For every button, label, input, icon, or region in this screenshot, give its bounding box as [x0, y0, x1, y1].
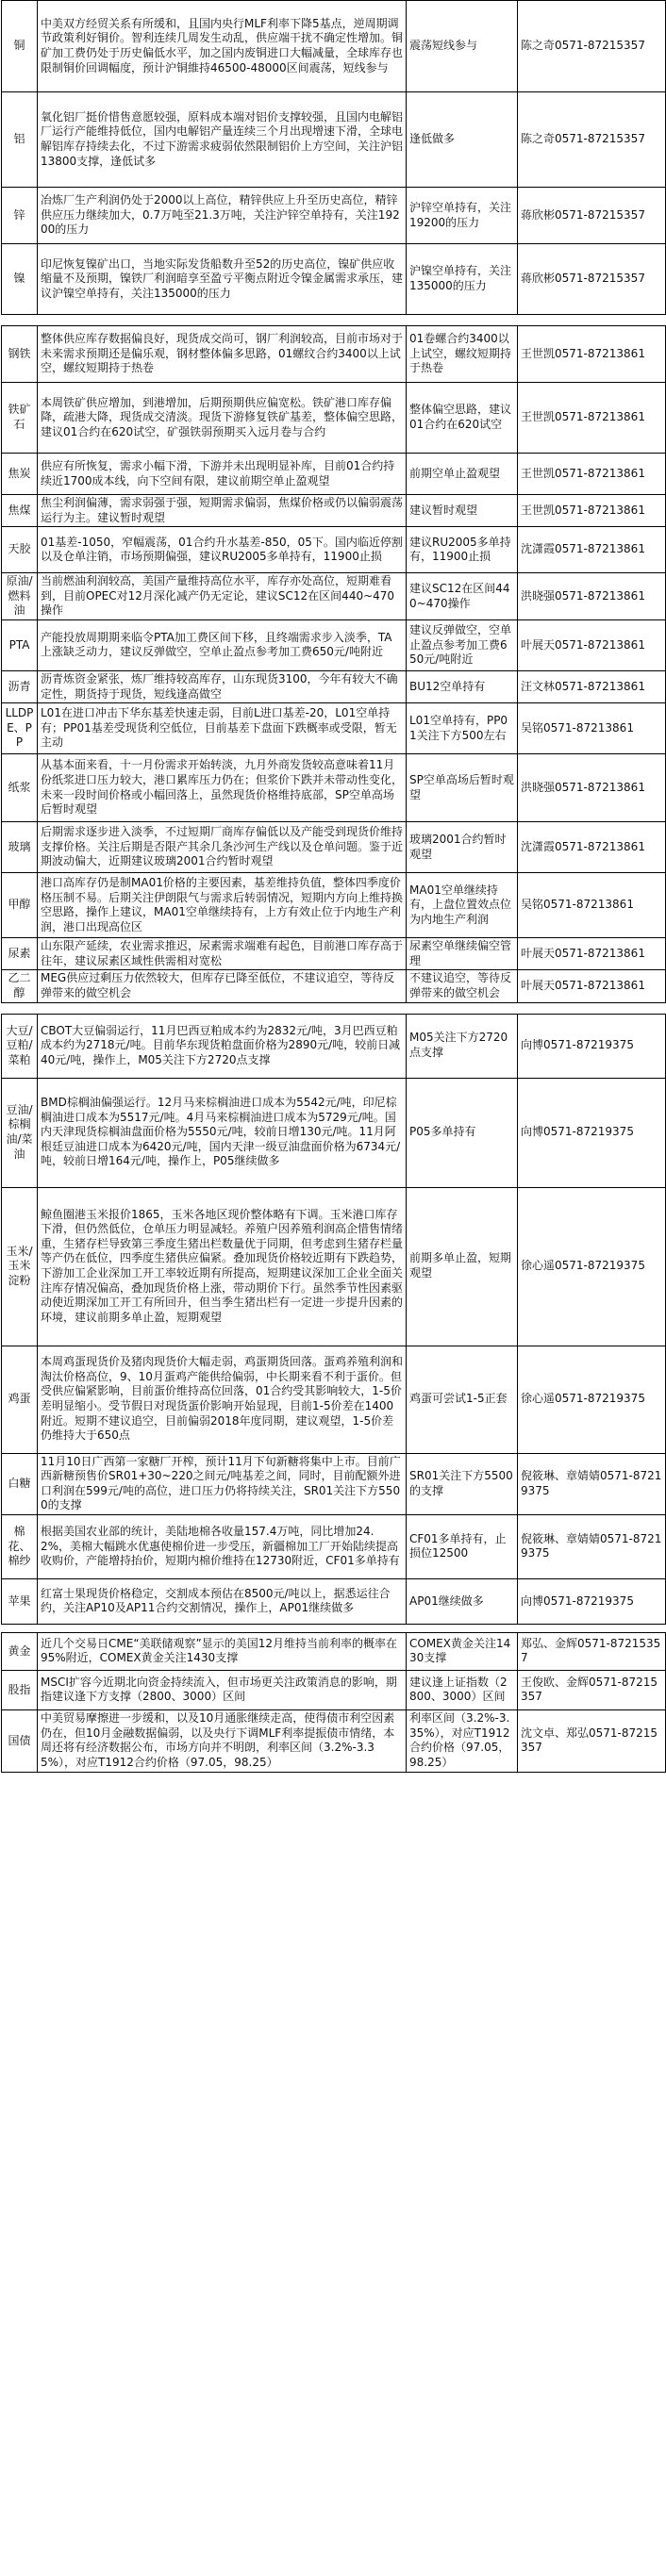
- contact-cell: 王世凯0571-87213861: [518, 495, 666, 527]
- commodity-name-cell: 焦煤: [2, 495, 38, 527]
- analysis-cell: MEG供应过剩压力依然较大，但库存已降至低位，不建议追空，等待反弹带来的做空机会: [38, 970, 407, 1002]
- table-row: [2, 454, 666, 495]
- suggestion-cell: L01空单持有，PP01关注下方500左右: [407, 703, 518, 754]
- contact-cell: 叶展天0571-87213861: [518, 938, 666, 970]
- analysis-cell: 中美贸易摩擦进一步缓和，以及10月通胀继续走高，使得债市利空因素仍在，但10月金融数据偏弱，以及央行下调MLF利率提振债市情绪，本周还将有经济数据公布，市场方向并不明朗，利率区间（3.2%-3.35%），对应T1912合约价格（97.05，98.25）: [38, 1709, 407, 1772]
- contact-cell: 王世凯0571-87213861: [518, 454, 666, 495]
- analysis-cell: L01在进口冲击下华东基差快速走弱，目前L进口基差-20，L01空单持有；PP01基差受现货利空低位，目前基差下盘面下跌概率或受限，暂无主动: [38, 703, 407, 754]
- commodity-name-cell: 原油/燃料油: [2, 573, 38, 620]
- analysis-cell: 根据美国农业部的统计，美陆地棉各收量157.4万吨，同比增加24.2%，美棉大幅跳水优惠使棉价进一步受压，新疆棉加工厂开始陆续提高收购价，产能增持抬价，短期内棉价维持在12730附近，CF01多单持有: [38, 1514, 407, 1578]
- suggestion-cell: MA01空单继续持有，上盘位置效点位为内地生产利润: [407, 873, 518, 938]
- table-row: [2, 383, 666, 454]
- contact-cell: 陈之奇0571-87215357: [518, 1, 666, 92]
- commodity-name-cell: 铁矿石: [2, 383, 38, 454]
- table-row: [2, 1078, 666, 1187]
- analysis-cell: 鲸鱼圈港玉米报价1865，玉米各地区现价整体略有下调。玉米港口库存下滑，但仍然低位，仓单压力明显减轻。养殖户因养殖利润高企惜售情绪重，生猪存栏导致第三季度生猪出栏数量优于同期，但考虑到生猪存栏量等产仍在低位，四季度生猪供应偏紧。叠加现货价格较近期有下跌趋势，下游加工企业深加工开工率较近期有所提高，短期建议深加工企业全面关注库存情况偏高，叠加现货价格上涨，带动期价下行。虽然季节性因素驱动使近期深加工开工有所回升，但当季生猪出栏有一定进一步提升因素的环境，建议前期多单止盈，短期观望: [38, 1187, 407, 1346]
- analysis-cell: 港口高库存仍是制MA01价格的主要因素，基差维持负值，整体四季度价格压制不易。后期关注伊朗限气与需求后转弱情况，短期内方向上维持换空思路，操作上建议，MA01空单继续持有，上方有效止位于内地生产利润，港口出现高位区: [38, 873, 407, 938]
- suggestion-cell: 建议RU2005多单持有，11900止损: [407, 527, 518, 573]
- suggestion-cell: SP空单高场后暂时观望: [407, 754, 518, 822]
- table-row: [2, 1453, 666, 1514]
- suggestion-cell: 建议逢上证指数（2800、3000）区间: [407, 1670, 518, 1709]
- commodity-name-cell: 乙二醇: [2, 970, 38, 1002]
- analysis-cell: 冶炼厂生产利润仍处于2000以上高位，精锌供应上升至历史高位，精锌供应压力继续加大，0.7万吨至21.3万吨，关注沪锌空单持有，关注19200的压力: [38, 188, 407, 244]
- section-spacer: [2, 1624, 666, 1632]
- section-spacer: [2, 1002, 666, 1014]
- suggestion-cell: 利率区间（3.2%-3.35%），对应T1912合约价格（97.05，98.25）: [407, 1709, 518, 1772]
- suggestion-cell: 沪镍空单持有，关注135000的压力: [407, 244, 518, 315]
- suggestion-cell: 前期空单止盈观望: [407, 454, 518, 495]
- table-row: [2, 1670, 666, 1709]
- commodity-name-cell: 白糖: [2, 1453, 38, 1514]
- suggestion-cell: M05关注下方2720点支撑: [407, 1014, 518, 1078]
- analysis-cell: 中美双方经贸关系有所缓和，且国内央行MLF利率下降5基点，逆周期调节政策利好铜价。智利连续几周发生动乱，供应端干扰不确定性增加。铜矿加工费仍处于历史偏低水平，加之国内废铜进口大幅减量，全球库存也限制铜价回调幅度，预计沪铜維持46500-48000区间震荡，短线参与: [38, 1, 407, 92]
- commodity-name-cell: 尿素: [2, 938, 38, 970]
- suggestion-cell: 沪锌空单持有，关注19200的压力: [407, 188, 518, 244]
- contact-cell: 倪筱琳、章婧婧0571-87219375: [518, 1453, 666, 1514]
- commodity-name-cell: 铜: [2, 1, 38, 92]
- suggestion-cell: 震荡短线参与: [407, 1, 518, 92]
- commodity-name-cell: 天胶: [2, 527, 38, 573]
- commodity-name-cell: 国债: [2, 1709, 38, 1772]
- commodity-name-cell: 股指: [2, 1670, 38, 1709]
- analysis-cell: 当前燃油利润较高，美国产量维持高位水平，库存亦处高位，短期难看到，目前OPEC对12月深化减产仍无定论，建议SC12在区间440~470操作: [38, 573, 407, 620]
- suggestion-cell: 建议暂时观望: [407, 495, 518, 527]
- contact-cell: 蒋欣彬0571-87215357: [518, 244, 666, 315]
- suggestion-cell: 玻璃2001合约暂时观望: [407, 822, 518, 873]
- table-row: [2, 754, 666, 822]
- contact-cell: 吴铭0571-87213861: [518, 873, 666, 938]
- suggestion-cell: 01卷螺合约3400以上试空，螺纹短期持于热卷: [407, 326, 518, 383]
- commodity-name-cell: LLDPE、PP: [2, 703, 38, 754]
- contact-cell: 王世凯0571-87213861: [518, 383, 666, 454]
- contact-cell: 向博0571-87219375: [518, 1078, 666, 1187]
- table-row: [2, 188, 666, 244]
- analysis-cell: 山东限产延续，农业需求推迟，尿素需求端难有起色，目前港口库存高于往年，建议尿素区域性供需相对宽松: [38, 938, 407, 970]
- contact-cell: 沈潇霞0571-87213861: [518, 527, 666, 573]
- table-row: [2, 670, 666, 702]
- table-row: [2, 1187, 666, 1346]
- commodity-name-cell: PTA: [2, 619, 38, 670]
- analysis-cell: 整体供应库存数据偏良好，现货成交尚可，钢厂利润较高，目前市场对于未来需求预期还是偏乐观，钢材整体偏多思路，01螺纹合约3400以上试空，螺纹短期持于热卷: [38, 326, 407, 383]
- contact-cell: 徐心遥0571-87219375: [518, 1346, 666, 1453]
- contact-cell: 沈文卓、郑弘0571-87215357: [518, 1709, 666, 1772]
- analysis-cell: 焦尘利润偏薄，需求弱强于强，短期需求偏弱，焦煤价格或仍以偏弱震荡运行为主。建议暂时观望: [38, 495, 407, 527]
- table-row: [2, 873, 666, 938]
- table-row: [2, 1709, 666, 1772]
- commodity-name-cell: 豆油/棕榈油/菜油: [2, 1078, 38, 1187]
- analysis-cell: 从基本面来看，十一月份需求开始转淡，九月外商发货较高意味着11月份纸浆进口压力较大，港口累库压力仍在；但浆价下跌并未带动性变化，未来一段时间价格或小幅回落上，虽然现货价格维持底部，SP空单高场后暂时观望: [38, 754, 407, 822]
- suggestion-cell: 尿素空单继续偏空管理: [407, 938, 518, 970]
- analysis-cell: 产能投放周期期来临令PTA加工费区间下移，且终端需求步入淡季，TA上涨缺乏动力，建议反弹做空，空单止盈点参考加工费650元/吨附近: [38, 619, 407, 670]
- contact-cell: 洪晓强0571-87213861: [518, 573, 666, 620]
- suggestion-cell: AP01继续做多: [407, 1578, 518, 1624]
- table-row: [2, 1632, 666, 1670]
- table-row: [2, 970, 666, 1002]
- commodity-name-cell: 大豆/豆粕/菜粕: [2, 1014, 38, 1078]
- contact-cell: 向博0571-87219375: [518, 1014, 666, 1078]
- suggestion-cell: 前期多单止盈，短期观望: [407, 1187, 518, 1346]
- commodity-name-cell: 钢铁: [2, 326, 38, 383]
- analysis-cell: 本周铁矿供应增加，到港增加，后期预期供应偏宽松。铁矿港口库存偏降，疏港大降，现货成交清淡。现货下游修复铁矿基差，整体偏空思路，建议01合约在620试空，矿强铁弱预期买入远月卷与合约: [38, 383, 407, 454]
- suggestion-cell: SR01关注下方5500的支撑: [407, 1453, 518, 1514]
- suggestion-cell: BU12空单持有: [407, 670, 518, 702]
- table-row: [2, 92, 666, 188]
- commodity-name-cell: 镍: [2, 244, 38, 315]
- analysis-cell: 供应有所恢复，需求小幅下滑，下游并未出现明显补库，目前01合约持续近1700成本线，向下空间有限，建议前期空单止盈观望: [38, 454, 407, 495]
- suggestion-cell: COMEX黄金关注1430支撑: [407, 1632, 518, 1670]
- commodity-name-cell: 焦炭: [2, 454, 38, 495]
- commodity-name-cell: 铝: [2, 92, 38, 188]
- analysis-cell: 印尼恢复镍矿出口，当地实际发货船数升至52的历史高位，镍矿供应收缩量不及预期，镍铁厂利润暗享至盈亏平衡点附近令镍金属需求承压，建议沪镍空单持有，关注135000的压力: [38, 244, 407, 315]
- contact-cell: 徐心遥0571-87219375: [518, 1187, 666, 1346]
- analysis-cell: CBOT大豆偏弱运行，11月巴西豆粕成本约为2832元/吨，3月巴西豆粕成本约为2718元/吨。目前华东现货粕盘面价格为2890元/吨，较前日减40元/吨，操作上，M05关注下方2720点支撑: [38, 1014, 407, 1078]
- table-row: [2, 1, 666, 92]
- suggestion-cell: 逢低做多: [407, 92, 518, 188]
- contact-cell: 汪文林0571-87213861: [518, 670, 666, 702]
- suggestion-cell: 整体偏空思路，建议01合约在620试空: [407, 383, 518, 454]
- table-row: [2, 703, 666, 754]
- analysis-cell: MSCI扩容今近期北向资金持续流入，但市场更关注政策消息的影响，期指建议逢下方支撑（2800、3000）区间: [38, 1670, 407, 1709]
- analysis-cell: 沥青炼资金紧张，炼厂维持较高库存，山东现货3100，今年有较大不确定性，期货持于现货，短线逢高做空: [38, 670, 407, 702]
- section-spacer: [2, 315, 666, 326]
- table-row: [2, 1014, 666, 1078]
- analysis-cell: 红富士果现货价格稳定，交割成本预估在8500元/吨以上，据悉运往合约，关注AP10及AP11合约交割情况，操作上，AP01继续做多: [38, 1578, 407, 1624]
- table-row: [2, 527, 666, 573]
- table-row: [2, 822, 666, 873]
- table-row: [2, 495, 666, 527]
- commodity-name-cell: 锌: [2, 188, 38, 244]
- table-row: [2, 619, 666, 670]
- analysis-cell: 01基差-1050，窄幅震荡，01合约升水基差-850，05下。国内临近停割以及仓单注销，市场预期偏强，建议RU2005多单持有，11900止损: [38, 527, 407, 573]
- commodity-name-cell: 玻璃: [2, 822, 38, 873]
- commodity-name-cell: 沥青: [2, 670, 38, 702]
- contact-cell: 王世凯0571-87213861: [518, 326, 666, 383]
- contact-cell: 王俊欧、金辉0571-87215357: [518, 1670, 666, 1709]
- analysis-cell: 氧化铝厂挺价惜售意愿较强，原料成本端对铝价支撑较强，且国内电解铝厂运行产能维持低位，国内电解铝产量连续三个月出现增速下滑，全球电解铝库存持续去化，不过下游需求疲弱依然限制铝价上方空间，关注沪铝13800支撑，逢低试多: [38, 92, 407, 188]
- suggestion-cell: 不建议追空，等待反弹带来的做空机会: [407, 970, 518, 1002]
- contact-cell: 蒋欣彬0571-87215357: [518, 188, 666, 244]
- analysis-cell: BMD棕榈油偏强运行。12月马来棕榈油进口成本为5542元/吨，印尼棕榈油进口成本为5517元/吨。4月马来棕榈油进口成本为5729元/吨。国内天津现货棕榈油盘面价格为5550元/吨，较前日增130元/吨。11月阿根廷豆油进口成本为6420元/吨，国内天津一级豆油盘面价格为6734元/吨，较前日增164元/吨，操作上，P05继续做多: [38, 1078, 407, 1187]
- contact-cell: 陈之奇0571-87215357: [518, 92, 666, 188]
- commodity-name-cell: 鸡蛋: [2, 1346, 38, 1453]
- research-table: [1, 0, 666, 1773]
- contact-cell: 叶展天0571-87213861: [518, 619, 666, 670]
- commodity-name-cell: 黄金: [2, 1632, 38, 1670]
- contact-cell: 郑弘、金辉0571-87215357: [518, 1632, 666, 1670]
- analysis-cell: 后期需求逐步进入淡季，不过短期厂商库存偏低以及产能受到现货价维持支撑价格。关注后期是否限产其余几条沙河生产线以及仓单问题。鉴于近期波动偏大，近期建议玻璃2001合约暂时观望: [38, 822, 407, 873]
- suggestion-cell: 建议反弹做空，空单止盈点参考加工费650元/吨附近: [407, 619, 518, 670]
- contact-cell: 向博0571-87219375: [518, 1578, 666, 1624]
- commodity-name-cell: 玉米/玉米淀粉: [2, 1187, 38, 1346]
- analysis-cell: 近几个交易日CME“美联储观察”显示的美国12月维持当前利率的概率在95%附近，COMEX黄金关注1430支撑: [38, 1632, 407, 1670]
- suggestion-cell: 建议SC12在区间440~470操作: [407, 573, 518, 620]
- suggestion-cell: P05多单持有: [407, 1078, 518, 1187]
- table-row: [2, 1514, 666, 1578]
- suggestion-cell: 鸡蛋可尝试1-5正套: [407, 1346, 518, 1453]
- table-row: [2, 244, 666, 315]
- table-row: [2, 1578, 666, 1624]
- contact-cell: 沈潇霞0571-87213861: [518, 822, 666, 873]
- suggestion-cell: CF01多单持有，止损位12500: [407, 1514, 518, 1578]
- contact-cell: 叶展天0571-87213861: [518, 970, 666, 1002]
- contact-cell: 洪晓强0571-87213861: [518, 754, 666, 822]
- commodity-name-cell: 纸浆: [2, 754, 38, 822]
- commodity-name-cell: 甲醇: [2, 873, 38, 938]
- commodity-name-cell: 苹果: [2, 1578, 38, 1624]
- table-row: [2, 573, 666, 620]
- commodity-name-cell: 棉花、棉纱: [2, 1514, 38, 1578]
- table-row: [2, 1346, 666, 1453]
- contact-cell: 吴铭0571-87213861: [518, 703, 666, 754]
- analysis-cell: 11月10日广西第一家糖厂开榨，预计11月下旬新糖将集中上市。目前广西新糖预售价SR01+30~220之间元/吨基差之间，同时，目前配额外进口利润在599元/吨的高位，进口压力仍将持续关注，SR01关注下方5500的支撑: [38, 1453, 407, 1514]
- analysis-cell: 本周鸡蛋现货价及猪肉现货价大幅走弱，鸡蛋期货回落。蛋鸡养殖利润和淘汰价格高位，9、10月蛋鸡产能供给偏弱，中长期来看不利于蛋价。但受供应偏紧影响，目前蛋价维持高位回落，01合约受其影响较大，1-5价差明显缩小。受节假日对现货蛋价影响开始显现，目前1-5价差在1400附近。短期不建议追空，目前偏弱2018年度同期，建议观望，1-5价差仍维持大于650点: [38, 1346, 407, 1453]
- contact-cell: 倪筱琳、章婧婧0571-87219375: [518, 1514, 666, 1578]
- table-row: [2, 938, 666, 970]
- table-row: [2, 326, 666, 383]
